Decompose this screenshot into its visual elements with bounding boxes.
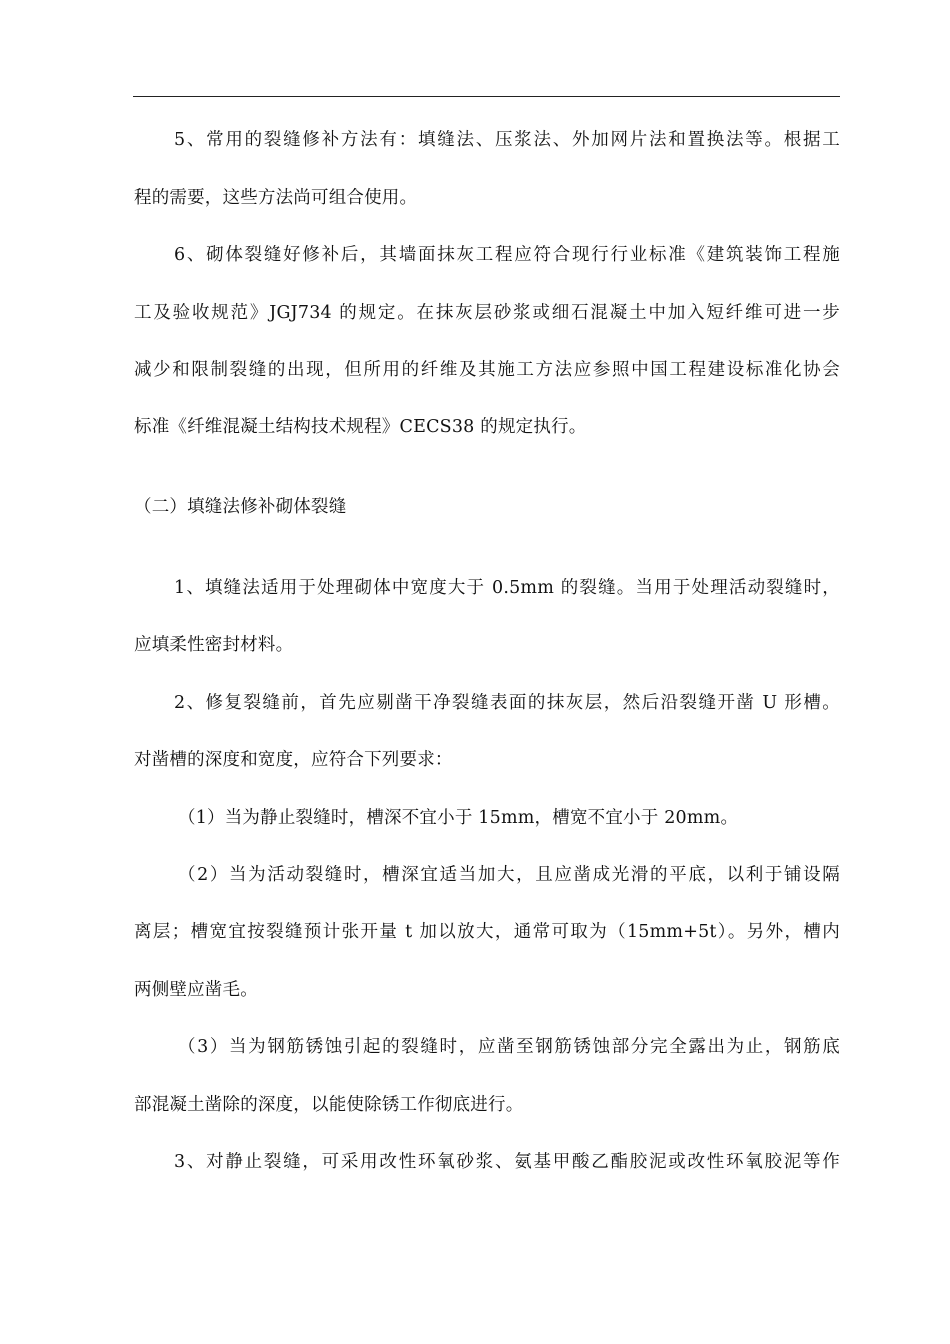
item1-line1: （1）当为静止裂缝时，槽深不宜小于 15mm，槽宽不宜小于 20mm。 <box>178 808 739 828</box>
p6-line3: 减少和限制裂缝的出现，但所用的纤维及其施工方法应参照中国工程建设标准化协会 <box>134 360 840 380</box>
s3-line1: 3、对静止裂缝，可采用改性环氧砂浆、氨基甲酸乙酯胶泥或改性环氧胶泥等作 <box>174 1152 840 1172</box>
item2-line3: 两侧壁应凿毛。 <box>134 980 258 1000</box>
item2-line1: （2）当为活动裂缝时，槽深宜适当加大，且应凿成光滑的平底，以利于铺设隔 <box>178 865 840 885</box>
section-heading: （二）填缝法修补砌体裂缝 <box>134 497 347 517</box>
item2-line2: 离层；槽宽宜按裂缝预计张开量 t 加以放大，通常可取为（15mm+5t）。另外，槽内 <box>134 922 840 942</box>
item3-line2: 部混凝土凿除的深度，以能使除锈工作彻底进行。 <box>134 1095 524 1115</box>
p6-line2: 工及验收规范》JGJ734 的规定。在抹灰层砂浆或细石混凝土中加入短纤维可进一步 <box>134 303 840 323</box>
p6-line4: 标准《纤维混凝土结构技术规程》CECS38 的规定执行。 <box>134 417 587 437</box>
p5-line1: 5、常用的裂缝修补方法有：填缝法、压浆法、外加网片法和置换法等。根据工 <box>174 130 840 150</box>
s2-line2: 对凿槽的深度和宽度，应符合下列要求： <box>134 750 453 770</box>
item3-line1: （3）当为钢筋锈蚀引起的裂缝时，应凿至钢筋锈蚀部分完全露出为止，钢筋底 <box>178 1037 840 1057</box>
header-rule <box>133 96 840 97</box>
p6-line1: 6、砌体裂缝好修补后，其墙面抹灰工程应符合现行行业标准《建筑装饰工程施 <box>174 245 840 265</box>
s2-line1: 2、修复裂缝前，首先应剔凿干净裂缝表面的抹灰层，然后沿裂缝开凿 U 形槽。 <box>174 693 840 713</box>
p5-line2: 程的需要，这些方法尚可组合使用。 <box>134 188 418 208</box>
s1-line1: 1、填缝法适用于处理砌体中宽度大于 0.5mm 的裂缝。当用于处理活动裂缝时， <box>174 578 840 598</box>
s1-line2: 应填柔性密封材料。 <box>134 635 294 655</box>
